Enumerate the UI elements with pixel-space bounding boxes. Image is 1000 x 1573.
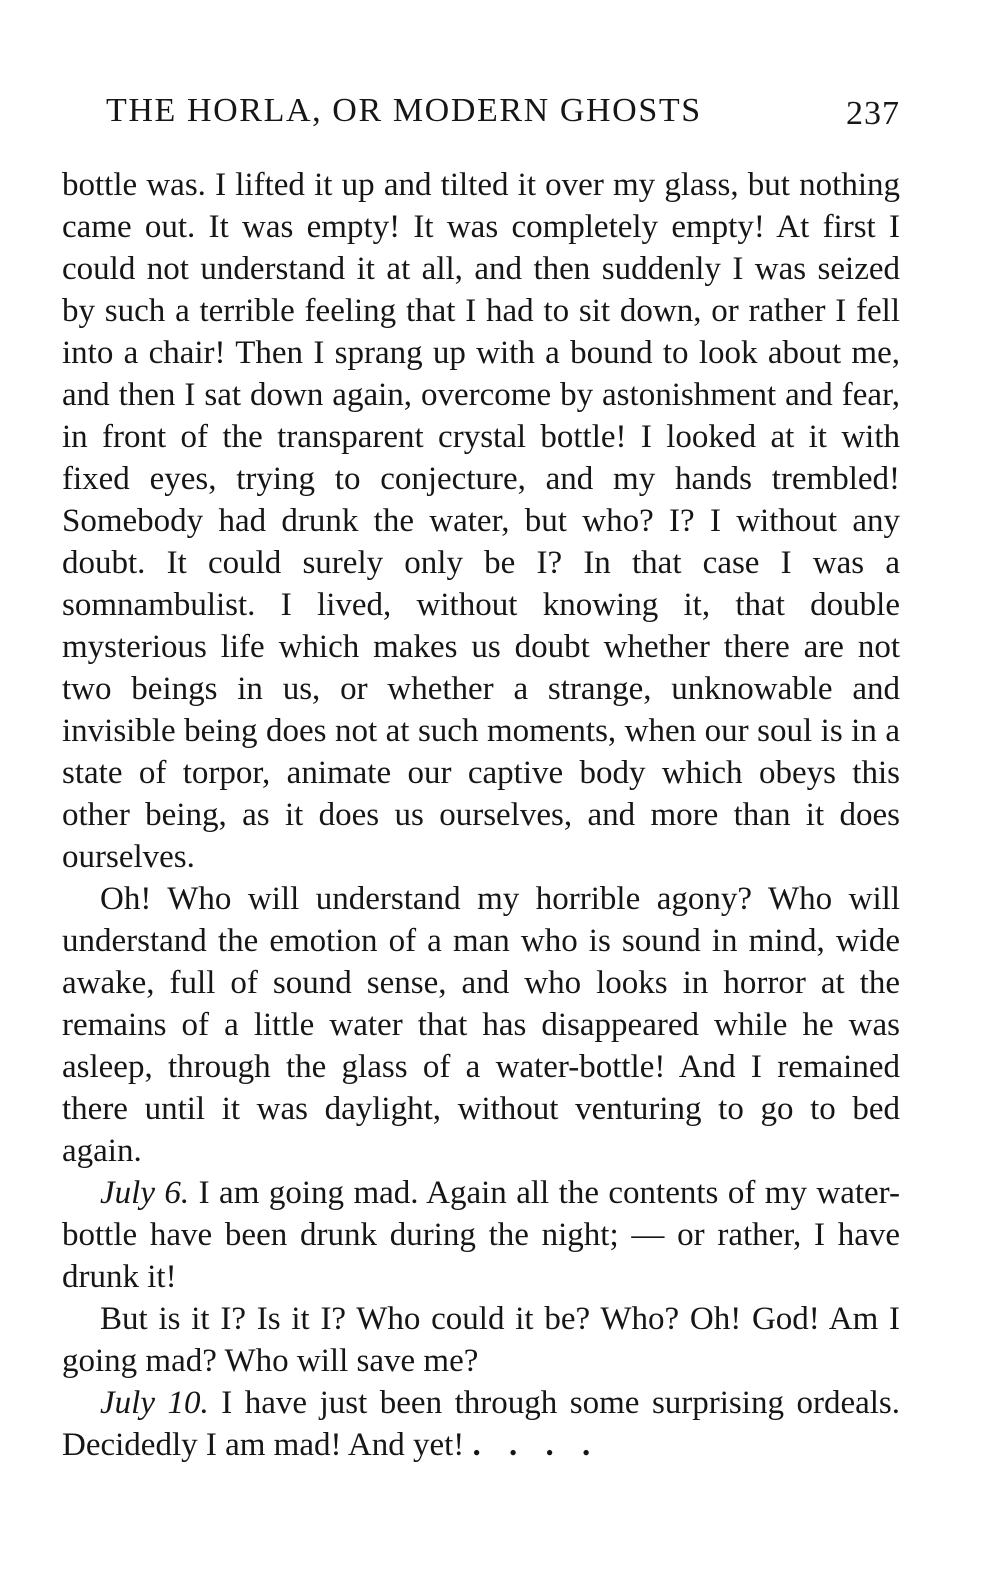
paragraph-text: I am going mad. Again all the contents of my water-bottle have been drunk during the night; — or rather, I have drunk it! [62,1175,900,1295]
running-title: THE HORLA, OR MODERN GHOSTS [106,92,702,129]
paragraph-text: bottle was. I lifted it up and tilted it over my glass, but nothing came out. It was empty! It was completely empty! At first I could not understand it at all, and then suddenly I was seized by such a terrible feeling that I had to sit down, or rather I fell into a chair! Then I sprang up with a bound to look about me, and then I sat down again, overcome by astonishment and fear, in front of the transparent crystal bottle! I looked at it with fixed eyes, trying to conjecture, and my hands trembled! Somebody had drunk the water, but who? I? I without any doubt. It could surely only be I? In that case I was a somnambulist. I lived, without knowing it, that double mysterious life which makes us doubt whether there are not two beings in us, or whether a strange, unknowable and invisible being does not at such moments, when our soul is in a state of torpor, animate our captive body which obeys this other being, as it does us ourselves, and more than it does ourselves. [62,167,900,875]
running-head [62,80,900,142]
page-number: 237 [846,95,900,132]
paragraph-1 [62,164,900,878]
paragraph-text: Oh! Who will understand my horrible agony? Who will understand the emotion of a man who is sound in mind, wide awake, full of sound sense, and who looks in horror at the remains of a little water that has disappeared while he was asleep, through the glass of a water-bottle! And I remained there until it was daylight, without venturing to go to bed again. [62,881,900,1169]
journal-date: July 10. [100,1385,209,1421]
book-page [62,80,900,1466]
body-text [62,164,900,1466]
paragraph-2 [62,878,900,1172]
ellipsis: . . . . [472,1427,601,1463]
paragraph-5 [62,1382,900,1466]
paragraph-3 [62,1172,900,1298]
paragraph-text: But is it I? Is it I? Who could it be? Who? Oh! God! Am I going mad? Who will save me? [62,1301,900,1379]
paragraph-4 [62,1298,900,1382]
journal-date: July 6. [100,1175,190,1211]
paragraph-text: I have just been through some surprising ordeals. Decidedly I am mad! And yet! [62,1385,901,1463]
